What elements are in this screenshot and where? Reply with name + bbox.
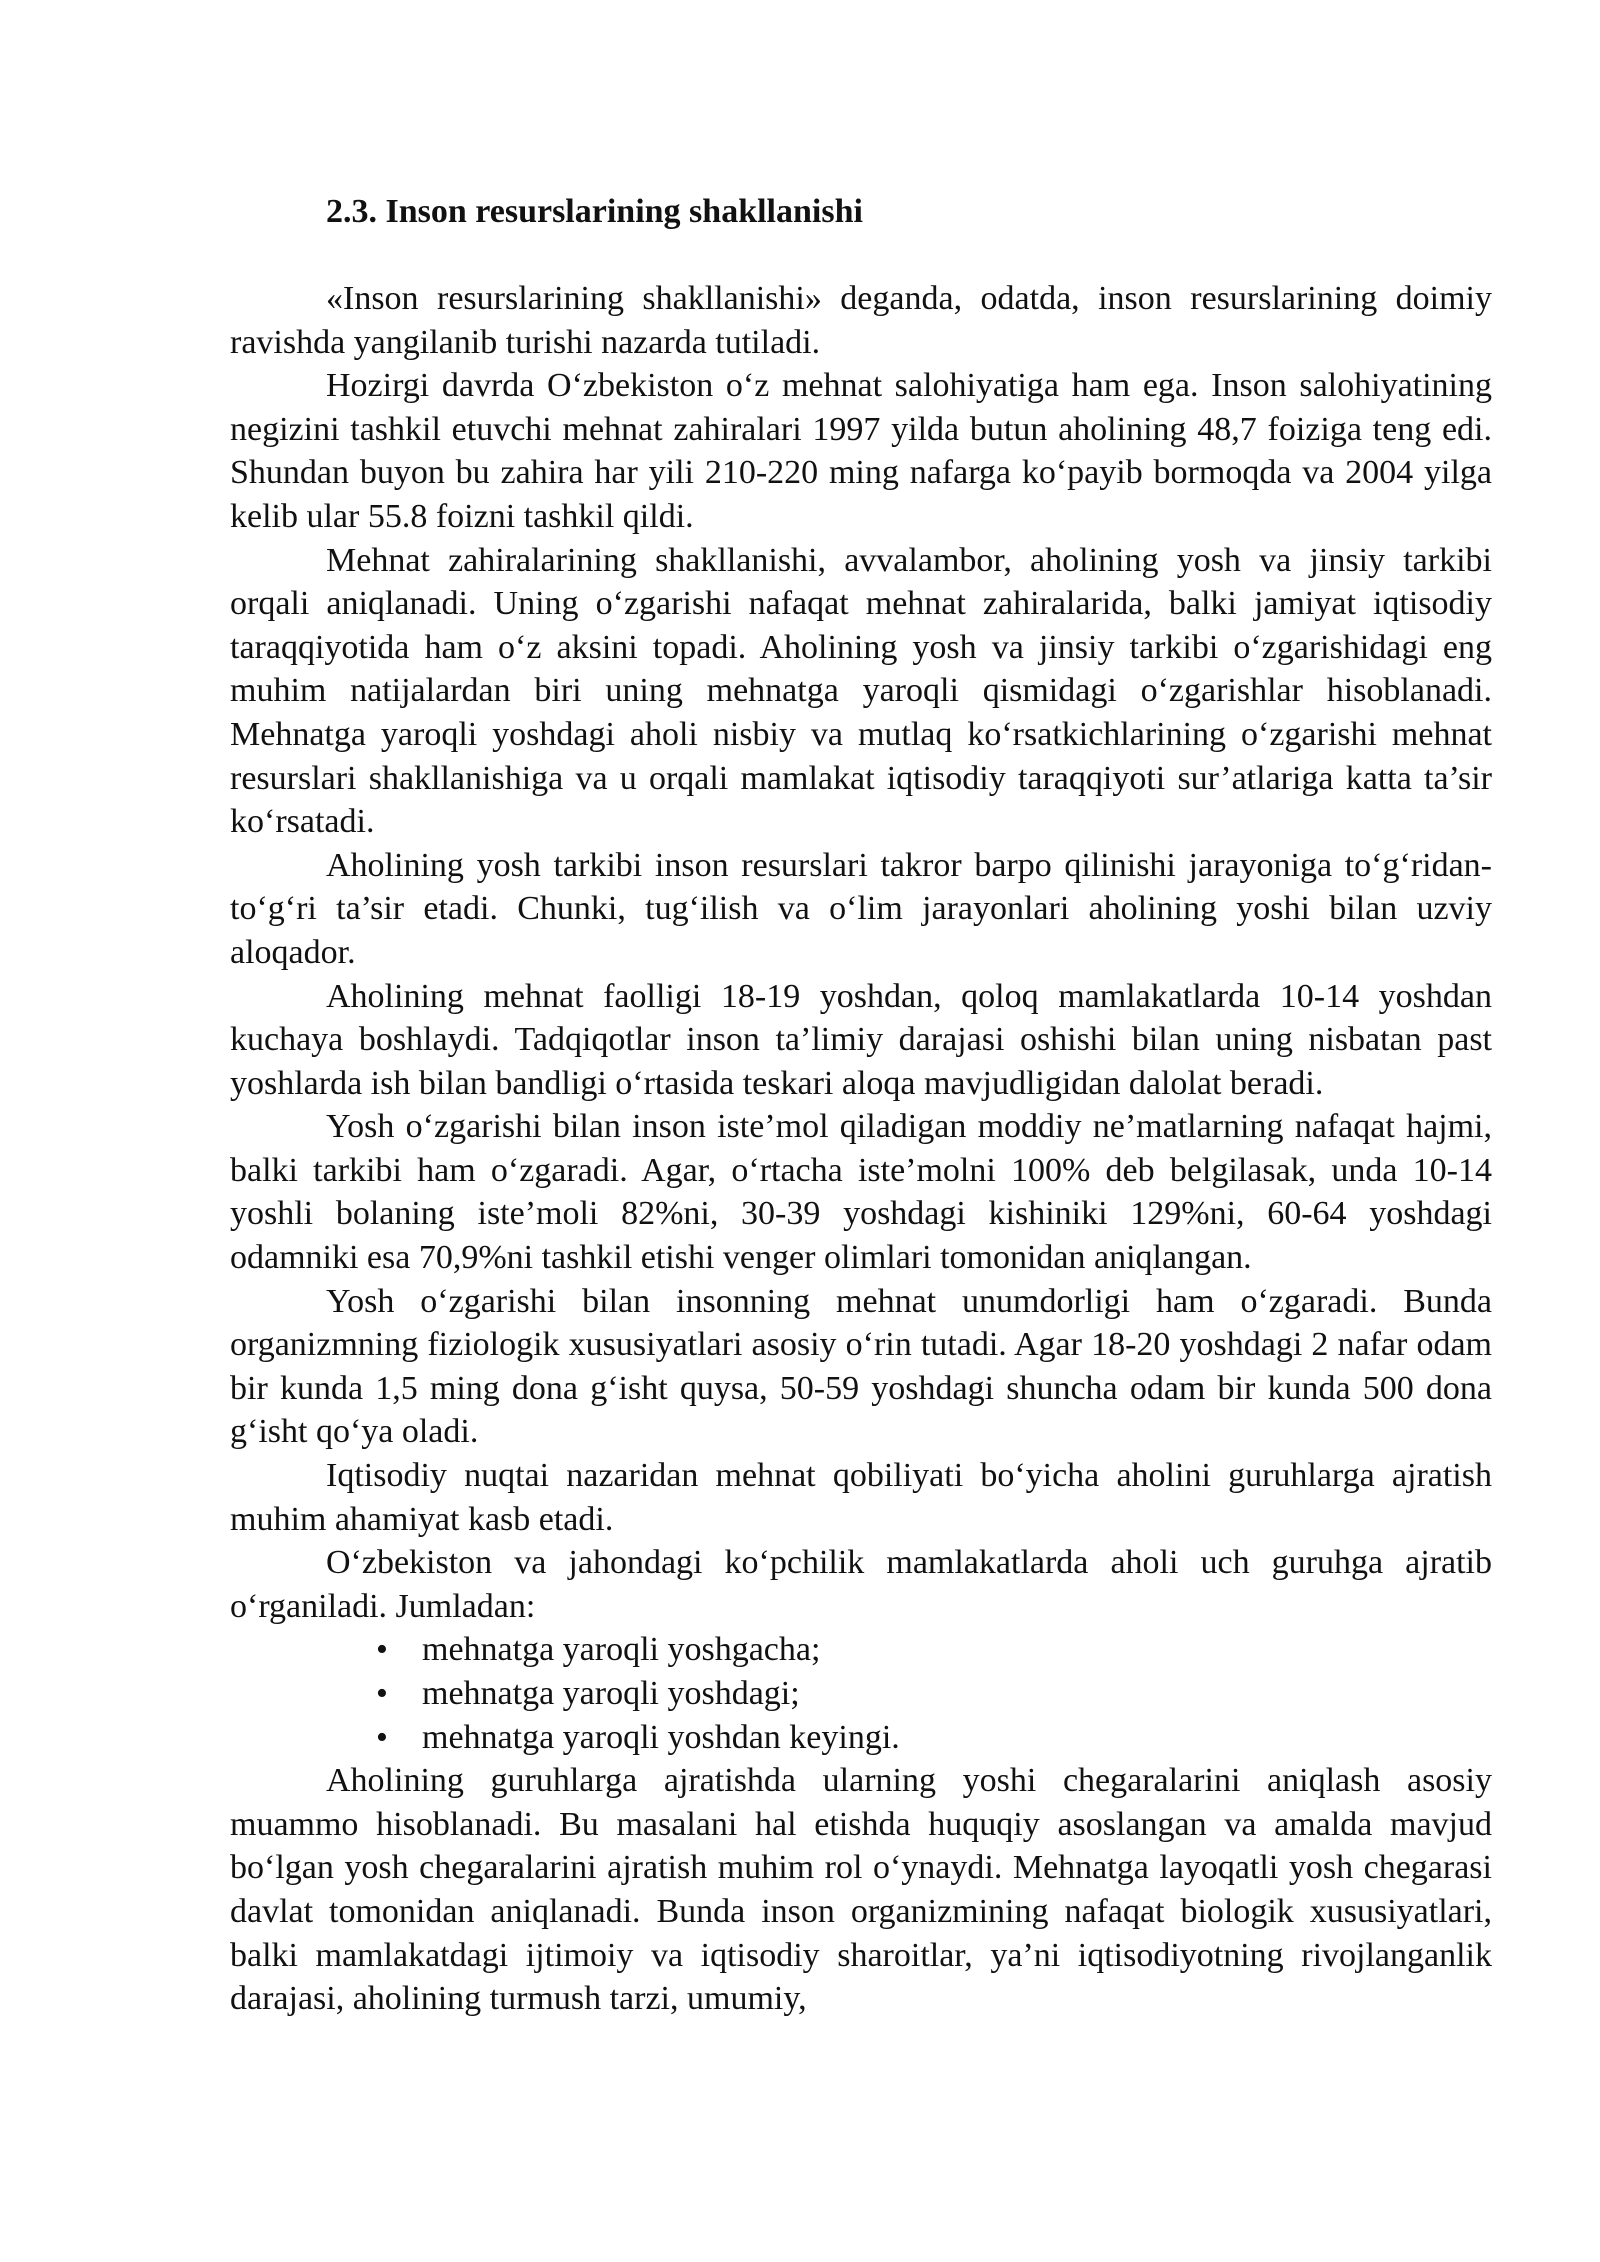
paragraph: Yosh o‘zgarishi bilan insonning mehnat unumdorligi ham o‘zgaradi. Bunda organizmning fiziologik xususiyatlari asosiy o‘rin tutadi. Agar 18-20 yoshdagi 2 nafar odam bir kunda 1,5 ming dona g‘isht quysa, 50-59 yoshdagi shuncha odam bir kunda 500 dona g‘isht qo‘ya oladi. (230, 1282, 1492, 1451)
list-item (230, 1672, 1492, 1716)
list-item (230, 1716, 1492, 1760)
paragraph: Aholining yosh tarkibi inson resurslari takror barpo qilinishi jarayoniga to‘g‘ridan-to‘g‘ri ta’sir etadi. Chunki, tug‘ilish va o‘lim jarayonlari aholining yoshi bilan uzviy aloqador. (230, 846, 1492, 971)
paragraph: Iqtisodiy nuqtai nazaridan mehnat qobiliyati bo‘yicha aholini guruhlarga ajratish muhim ahamiyat kasb etadi. (230, 1457, 1492, 1538)
paragraph: «Inson resurslarining shakllanishi» deganda, odatda, inson resurslarining doimiy ravishda yangilanib turishi nazarda tutiladi. (230, 280, 1492, 361)
bullet-icon: • (376, 1675, 388, 1712)
document-body (230, 190, 1492, 2021)
bullet-list (230, 1628, 1492, 1759)
paragraph: Aholining guruhlarga ajratishda ularning yoshi chegaralarini aniqlash asosiy muammo hisoblanadi. Bu masalani hal etishda huquqiy asoslangan va amalda mavjud bo‘lgan yosh chegaralarini ajratish muhim rol o‘ynaydi. Mehnatga layoqatli yosh chegarasi davlat tomonidan aniqlanadi. Bunda inson organizmining nafaqat biologik xususiyatlari, balki mamlakatdagi ijtimoiy va iqtisodiy sharoitlar, ya’ni iqtisodiyotning rivojlanganlik darajasi, aholining turmush tarzi, umumiy, (230, 1762, 1492, 2018)
list-item (230, 1628, 1492, 1672)
bullet-icon: • (376, 1718, 388, 1756)
section-heading: 2.3. Inson resurslarining shakllanishi (326, 193, 863, 230)
list-item-text: mehnatga yaroqli yoshdan keyingi. (422, 1718, 900, 1756)
paragraph: Hozirgi davrda O‘zbekiston o‘z mehnat salohiyatiga ham ega. Inson salohiyatining negizini tashkil etuvchi mehnat zahiralari 1997 yilda butun aholining 48,7 foiziga teng edi. Shundan buyon bu zahira har yili 210-220 ming nafarga ko‘payib bormoqda va 2004 yilga kelib ular 55.8 foizni tashkil qildi. (230, 367, 1492, 535)
bullet-icon: • (376, 1631, 388, 1669)
list-item-text: mehnatga yaroqli yoshgacha; (422, 1631, 821, 1669)
paragraph: O‘zbekiston va jahondagi ko‘pchilik mamlakatlarda aholi uch guruhga ajratib o‘rganiladi. Jumladan: (230, 1544, 1492, 1625)
paragraph: Mehnat zahiralarining shakllanishi, avvalambor, aholining yosh va jinsiy tarkibi orqali aniqlanadi. Uning o‘zgarishi nafaqat mehnat zahiralarida, balki jamiyat iqtisodiy taraqqiyotida ham o‘z aksini topadi. Aholining yosh va jinsiy tarkibi o‘zgarishidagi eng muhim natijalardan biri uning mehnatga yaroqli qismidagi o‘zgarishlar hisoblanadi. Mehnatga yaroqli yoshdagi aholi nisbiy va mutlaq ko‘rsatkichlarining o‘zgarishi mehnat resurslari shakllanishiga va u orqali mamlakat iqtisodiy taraqqiyoti sur’atlariga katta ta’sir ko‘rsatadi. (230, 541, 1492, 841)
list-item-text: mehnatga yaroqli yoshdagi; (422, 1675, 800, 1712)
paragraph: Aholining mehnat faolligi 18-19 yoshdan, qoloq mamlakatlarda 10-14 yoshdan kuchaya boshlaydi. Tadqiqotlar inson ta’limiy darajasi oshishi bilan uning nisbatan past yoshlarda ish bilan bandligi o‘rtasida teskari aloqa mavjudligidan dalolat beradi. (230, 977, 1492, 1102)
paragraph: Yosh o‘zgarishi bilan inson iste’mol qiladigan moddiy ne’matlarning nafaqat hajmi, balki tarkibi ham o‘zgaradi. Agar, o‘rtacha iste’molni 100% deb belgilasak, unda 10-14 yoshli bolaning iste’moli 82%ni, 30-39 yoshdagi kishiniki 129%ni, 60-64 yoshdagi odamniki esa 70,9%ni tashkil etishi venger olimlari tomonidan aniqlangan. (230, 1108, 1492, 1277)
